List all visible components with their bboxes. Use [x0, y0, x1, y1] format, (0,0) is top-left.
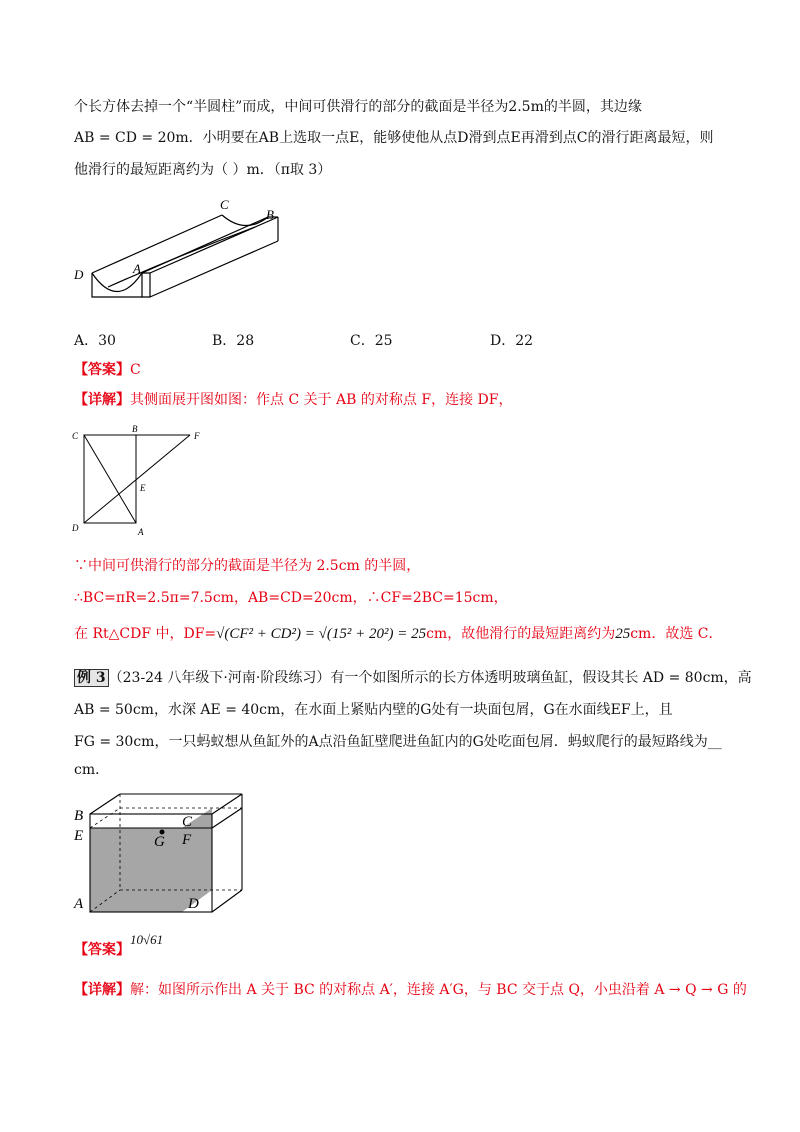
detail-line	[74, 390, 512, 410]
option-c: C．25	[350, 333, 393, 349]
example3-line-4: cm．	[74, 762, 110, 778]
fig3-label-a: A	[74, 896, 84, 912]
question-text-line-2: AB = CD = 20m．小明要在AB上选取一点E，能够使他从点D滑到点E再滑到点C的滑行距离最短，则	[74, 130, 714, 146]
example3-detail-line	[74, 980, 747, 1000]
fig2-label-e: E	[140, 483, 146, 493]
detail-text: 其侧面展开图如图：作点 C 关于 AB 的对称点 F，连接 DF，	[130, 392, 513, 408]
example3-detail-tag: 【详解】	[74, 982, 130, 998]
option-a: A．30	[74, 333, 116, 349]
answer-line	[74, 360, 141, 380]
fish-tank-figure	[70, 790, 250, 920]
solution-3-value: 25	[615, 626, 631, 642]
unfolded-figure	[68, 425, 218, 540]
fig3-label-b: B	[74, 808, 84, 824]
solution-3-end: cm．故选 C．	[630, 626, 723, 642]
fig2-label-a: A	[138, 527, 144, 537]
fig3-label-g: G	[154, 834, 165, 850]
fig3-label-c: C	[182, 814, 193, 830]
fig2-label-c: C	[72, 431, 79, 441]
option-b: B．28	[212, 333, 255, 349]
solution-line-3	[74, 624, 723, 644]
fig1-label-d: D	[74, 267, 84, 282]
example3-answer-value: 10√61	[130, 932, 164, 947]
question-text-line-1: 个长方体去掉一个“半圆柱”而成，中间可供滑行的部分的截面是半径为2.5m的半圆，其边缘	[74, 99, 642, 115]
fig3-label-f: F	[182, 832, 192, 848]
fig1-label-c: C	[220, 197, 229, 212]
trough-figure	[70, 195, 310, 315]
answer-tag: 【答案】	[74, 362, 130, 378]
solution-line-2: ∴BC=πR=2.5π=7.5cm，AB=CD=20cm，∴CF=2BC=15cm，	[74, 590, 508, 606]
detail-tag: 【详解】	[74, 392, 130, 408]
solution-3-formula: √(CF² + CD²) = √(15² + 20²) = 25	[216, 626, 427, 642]
fig1-label-a: A	[133, 261, 141, 276]
example3-text-1: （23-24 八年级下·河南·阶段练习）有一个如图所示的长方体透明玻璃鱼缸，假设其长 AD = 80cm，高	[108, 670, 752, 686]
fig3-label-d: D	[188, 896, 199, 912]
fig1-label-b: B	[266, 207, 274, 222]
solution-3-prefix: 在 Rt△CDF 中，DF=	[74, 626, 217, 642]
fig2-label-f: F	[194, 431, 200, 441]
fig2-label-b: B	[132, 425, 138, 434]
example3-line-2: AB = 50cm，水深 AE = 40cm，在水面上紧贴内壁的G处有一块面包屑，G在水面线EF上，且	[74, 702, 673, 718]
example3-line-3: FG = 30cm，一只蚂蚁想从鱼缸外的A点沿鱼缸壁爬进鱼缸内的G处吃面包屑．蚂蚁爬行的最短路线为__	[74, 734, 722, 750]
fig2-label-d: D	[72, 523, 79, 533]
example3-answer-line	[74, 932, 164, 958]
fig3-label-e: E	[74, 828, 84, 844]
solution-line-1: ∵中间可供滑行的部分的截面是半径为 2.5cm 的半圆，	[74, 558, 421, 574]
solution-3-post: cm，故他滑行的最短距离约为	[426, 626, 616, 642]
question-text-line-3: 他滑行的最短距离约为（ ）m．（π取 3）	[74, 162, 332, 178]
example3-line-1	[74, 668, 752, 688]
example-label: 例 3	[74, 669, 109, 687]
option-d: D．22	[490, 333, 534, 349]
example3-answer-tag: 【答案】	[74, 942, 130, 958]
example3-detail-text: 解：如图所示作出 A 关于 BC 的对称点 A′，连接 A′G，与 BC 交于点 Q，小虫沿着 A → Q → G 的	[130, 982, 747, 998]
answer-value: C	[130, 362, 141, 378]
